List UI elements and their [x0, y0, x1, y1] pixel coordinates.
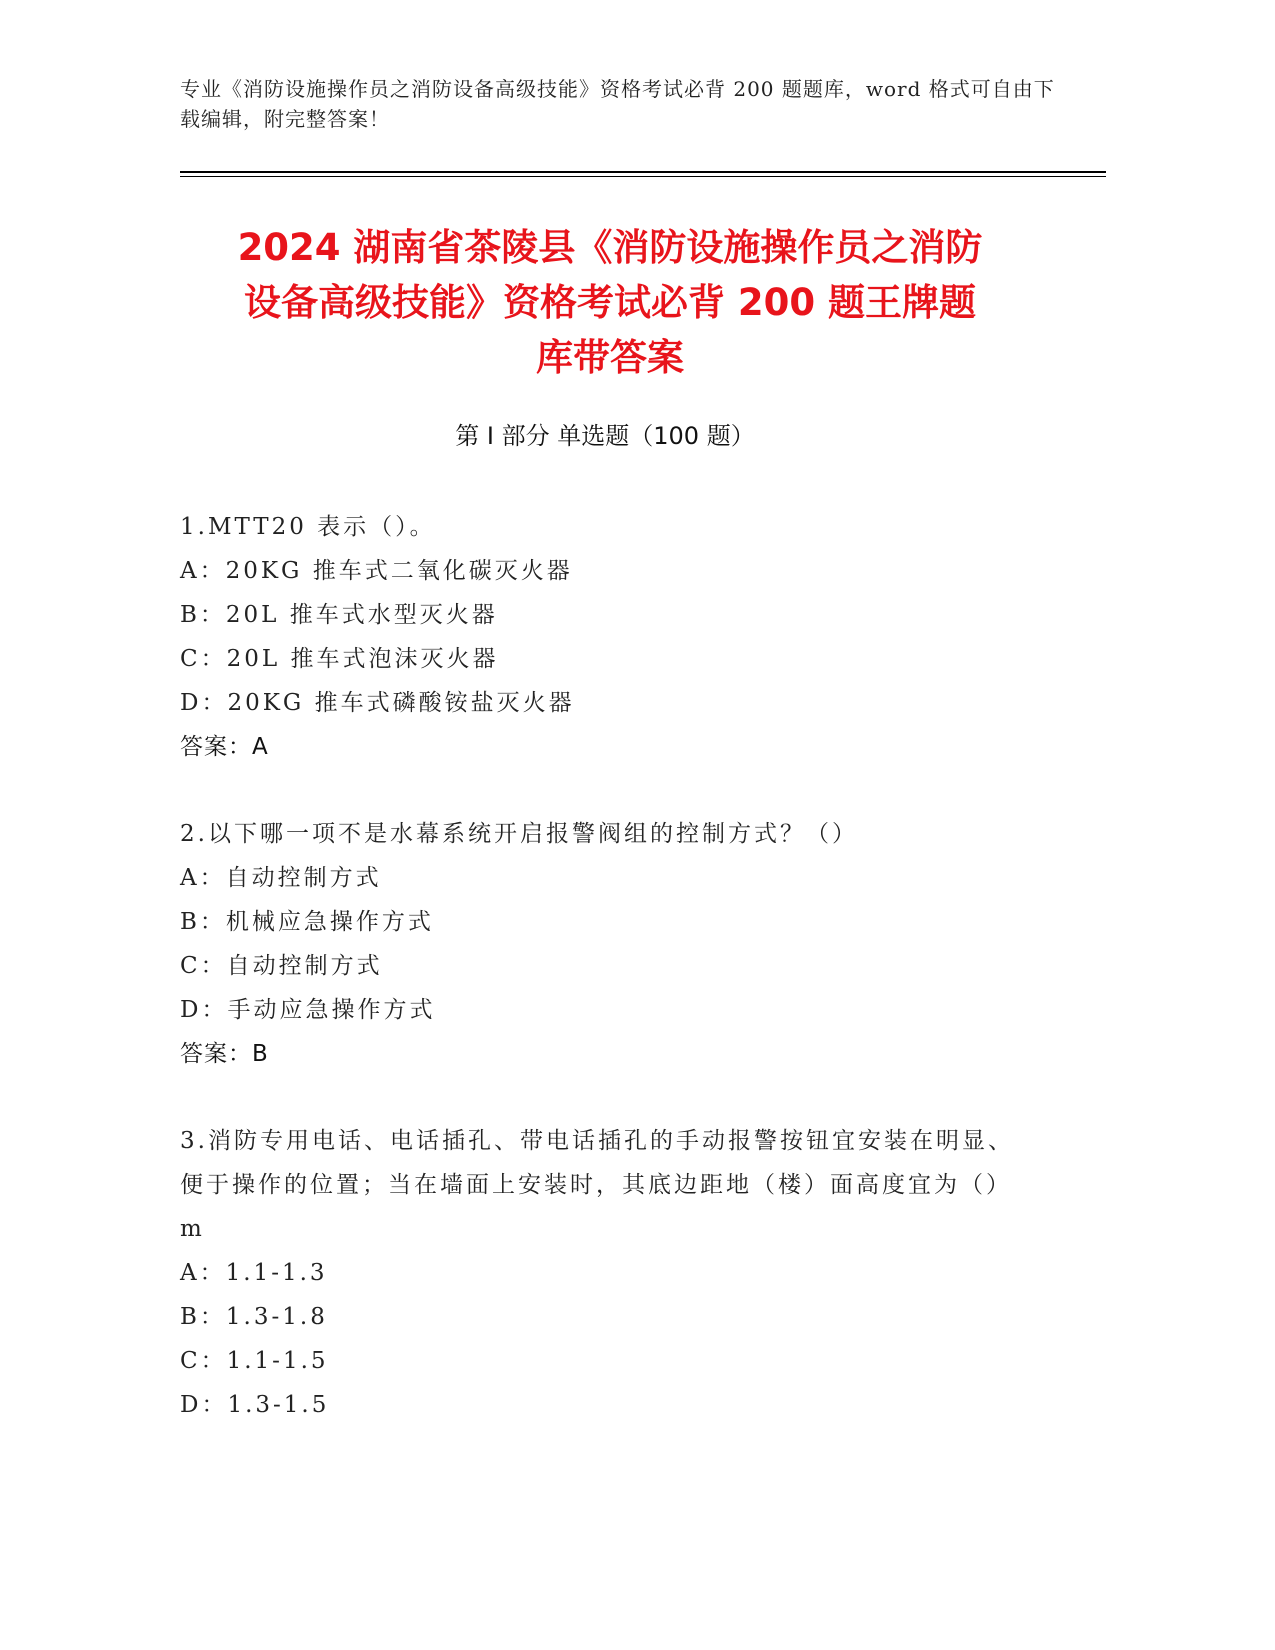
option-d: D：手动应急操作方式	[180, 997, 436, 1023]
question-list	[180, 505, 1030, 1470]
question-1	[180, 505, 1030, 769]
option-c: C：1.1-1.5	[180, 1348, 329, 1374]
option-a: A：自动控制方式	[180, 865, 382, 891]
option-a: A：1.1-1.3	[180, 1260, 328, 1286]
question-stem: 1.MTT20 表示（）。	[180, 514, 436, 540]
question-3	[180, 1119, 1030, 1427]
header-rule-thick	[180, 171, 1106, 173]
title-line-2: 设备高级技能》资格考试必背 200 题王牌题	[244, 281, 976, 324]
answer: 答案：B	[180, 1041, 269, 1067]
option-c: C：自动控制方式	[180, 953, 383, 979]
option-b: B：1.3-1.8	[180, 1304, 328, 1330]
question-stem: 2.以下哪一项不是水幕系统开启报警阀组的控制方式？（）	[180, 821, 858, 847]
option-d: D：20KG 推车式磷酸铵盐灭火器	[180, 690, 575, 716]
option-b: B：机械应急操作方式	[180, 909, 434, 935]
option-a: A：20KG 推车式二氧化碳灭火器	[180, 558, 573, 584]
header-rule-thin	[180, 176, 1106, 177]
header-note: 专业《消防设施操作员之消防设备高级技能》资格考试必背 200 题题库，word 格式可自由下载编辑，附完整答案！	[180, 77, 1055, 131]
title-line-3: 库带答案	[536, 336, 684, 379]
question-stem: 3.消防专用电话、电话插孔、带电话插孔的手动报警按钮宜安装在明显、便于操作的位置；当在墙面上安装时，其底边距地（楼）面高度宜为（）m	[180, 1128, 1014, 1242]
answer: 答案：A	[180, 734, 269, 760]
section-heading: 第 I 部分 单选题（100 题）	[455, 422, 755, 450]
option-b: B：20L 推车式水型灭火器	[180, 602, 498, 628]
document-title	[160, 220, 1060, 385]
question-2	[180, 812, 1030, 1076]
option-d: D：1.3-1.5	[180, 1392, 330, 1418]
title-line-1: 2024 湖南省茶陵县《消防设施操作员之消防	[237, 226, 983, 269]
option-c: C：20L 推车式泡沫灭火器	[180, 646, 499, 672]
